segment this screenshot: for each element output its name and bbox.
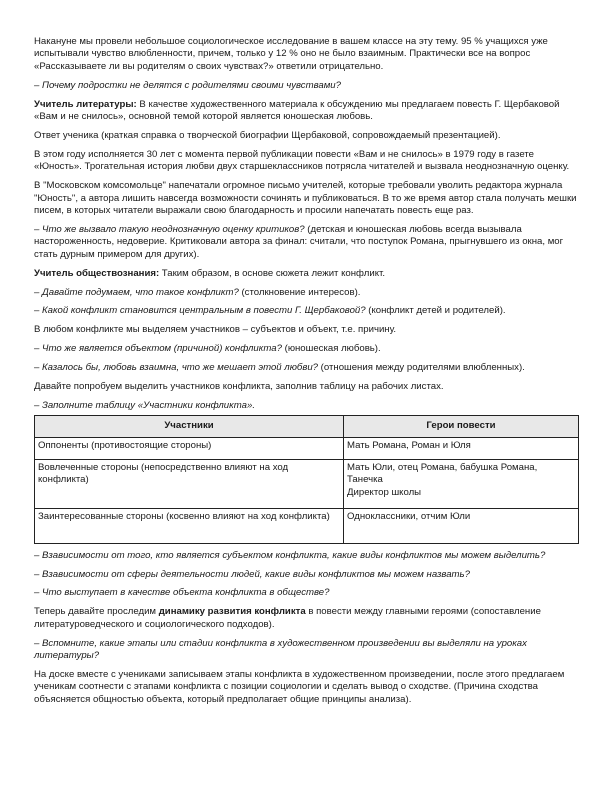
answer: (юношеская любовь). xyxy=(281,343,381,355)
question: – Что выступает в качестве объекта конфликта в обществе? xyxy=(34,587,330,599)
paragraph: В "Московском комсомольце" напечатали огромное письмо учителей, которые требовали уволить редактора журнала "Юность", а автора лишить навсегда возможности сочинять и публиковаться. В то же время автор стала получать мешки писем, в которых читатели выражали свою благодарность и просили напечатать повесть еще раз. xyxy=(34,180,577,217)
table-header-cell: Участники xyxy=(35,416,344,437)
paragraph xyxy=(34,362,579,374)
answer: (конфликт детей и родителей). xyxy=(365,305,506,317)
paragraph xyxy=(34,287,579,299)
table-header-cell: Герои повести xyxy=(344,416,579,437)
paragraph xyxy=(34,224,579,261)
paragraph: Ответ ученика (краткая справка о творческой биографии Щербаковой, сопровождаемый презентацией). xyxy=(34,129,501,141)
paragraph xyxy=(34,606,579,631)
table-cell-line: Мать Юли, отец Романа, бабушка Романа, Танечка xyxy=(347,461,538,486)
speaker-text: В качестве художественного материала к обсуждению мы предлагаем повесть Г. Щербаковой «Вам и не снилось», основной темой которой является юношеская любовь. xyxy=(34,98,560,123)
emphasis-text: динамику развития конфликта xyxy=(158,606,306,618)
table-cell: Мать Романа, Роман и Юля xyxy=(344,437,579,459)
paragraph: Накануне мы провели небольшое социологическое исследование в вашем классе на эту тему. 95 % учащихся уже испытывали чувство влюбленности, причем, только у 12 % оно не было взаимным. Практически все на вопрос «Рассказываете ли вы родителям о своих чувствах?» ответили отрицательно. xyxy=(34,36,548,72)
question: – Почему подростки не делятся с родителями своими чувствами? xyxy=(34,79,341,91)
paragraph xyxy=(34,305,579,317)
answer: (отношения между родителями влюбленных). xyxy=(318,362,525,374)
paragraph: На доске вместе с учениками записываем этапы конфликта в художественном произведении, после этого предлагаем ученикам соотнести с этапами конфликта с позиции социологии и сделать вывод о сходстве. (Причина сходства объясняется общностью объекта, который предполагает общие принципы анализа). xyxy=(34,668,565,705)
question: – Что же вызвало такую неоднозначную оценку критиков? xyxy=(34,223,305,235)
paragraph: Давайте попробуем выделить участников конфликта, заполнив таблицу на рабочих листах. xyxy=(34,380,444,392)
paragraph xyxy=(34,99,579,124)
question: – Вспомните, какие этапы или стадии конфликта в художественном произведении вы выделяли на уроках литературы? xyxy=(34,637,527,662)
table-cell-line: Директор школы xyxy=(347,486,422,498)
question: – Взависимости от сферы деятельности людей, какие виды конфликтов мы можем назвать? xyxy=(34,568,470,580)
speaker-label: Учитель обществознания: xyxy=(34,267,160,279)
speaker-label: Учитель литературы: xyxy=(34,98,137,110)
table-row xyxy=(35,437,579,459)
paragraph: В любом конфликте мы выделяем участников – субъектов и объект, т.е. причину. xyxy=(34,324,397,336)
table-header-row xyxy=(35,416,579,437)
paragraph xyxy=(34,268,579,280)
table-cell xyxy=(344,459,579,508)
question: – Давайте подумаем, что такое конфликт? xyxy=(34,286,239,298)
question: – Заполните таблицу «Участники конфликта». xyxy=(34,399,256,411)
table-cell: Вовлеченные стороны (непосредственно влияют на ход конфликта) xyxy=(35,459,344,508)
question: – Что же является объектом (причиной) конфликта? xyxy=(34,343,282,355)
table-cell: Одноклассники, отчим Юли xyxy=(344,508,579,543)
paragraph: В этом году исполняется 30 лет с момента первой публикации повести «Вам и не снилось» в 1979 году в газете «Юность». Трогательная история любви двух старшеклассников потрясла читателей и вызвала неоднозначную оценку. xyxy=(34,148,570,173)
paragraph-text: Теперь давайте проследим xyxy=(34,606,159,618)
table-cell: Заинтересованные стороны (косвенно влияют на ход конфликта) xyxy=(35,508,344,543)
answer: (столкновение интересов). xyxy=(238,286,361,298)
question: – Казалось бы, любовь взаимна, что же мешает этой любви? xyxy=(34,362,319,374)
paragraph xyxy=(34,343,579,355)
question: – Какой конфликт становится центральным в повести Г. Щербаковой? xyxy=(34,305,366,317)
speaker-text: Таким образом, в основе сюжета лежит конфликт. xyxy=(159,267,385,279)
paragraph-text: в повести между главными героями (сопоставление литературоведческого и социологического подходов). xyxy=(34,606,541,630)
table-row xyxy=(35,508,579,543)
participants-table xyxy=(34,415,579,543)
answer: (детская и юношеская любовь всегда вызывала настороженность, недоверие. Критиковали автора за финал: считали, что поступок Романа, прыгнувшего из окна, мог стать дурным примером для других). xyxy=(34,223,564,260)
question: – Взависимости от того, кто является субъектом конфликта, какие виды конфликтов мы можем выделить? xyxy=(34,549,546,561)
document-body xyxy=(34,36,579,713)
table-row xyxy=(35,459,579,508)
table-cell: Оппоненты (противостоящие стороны) xyxy=(35,437,344,459)
